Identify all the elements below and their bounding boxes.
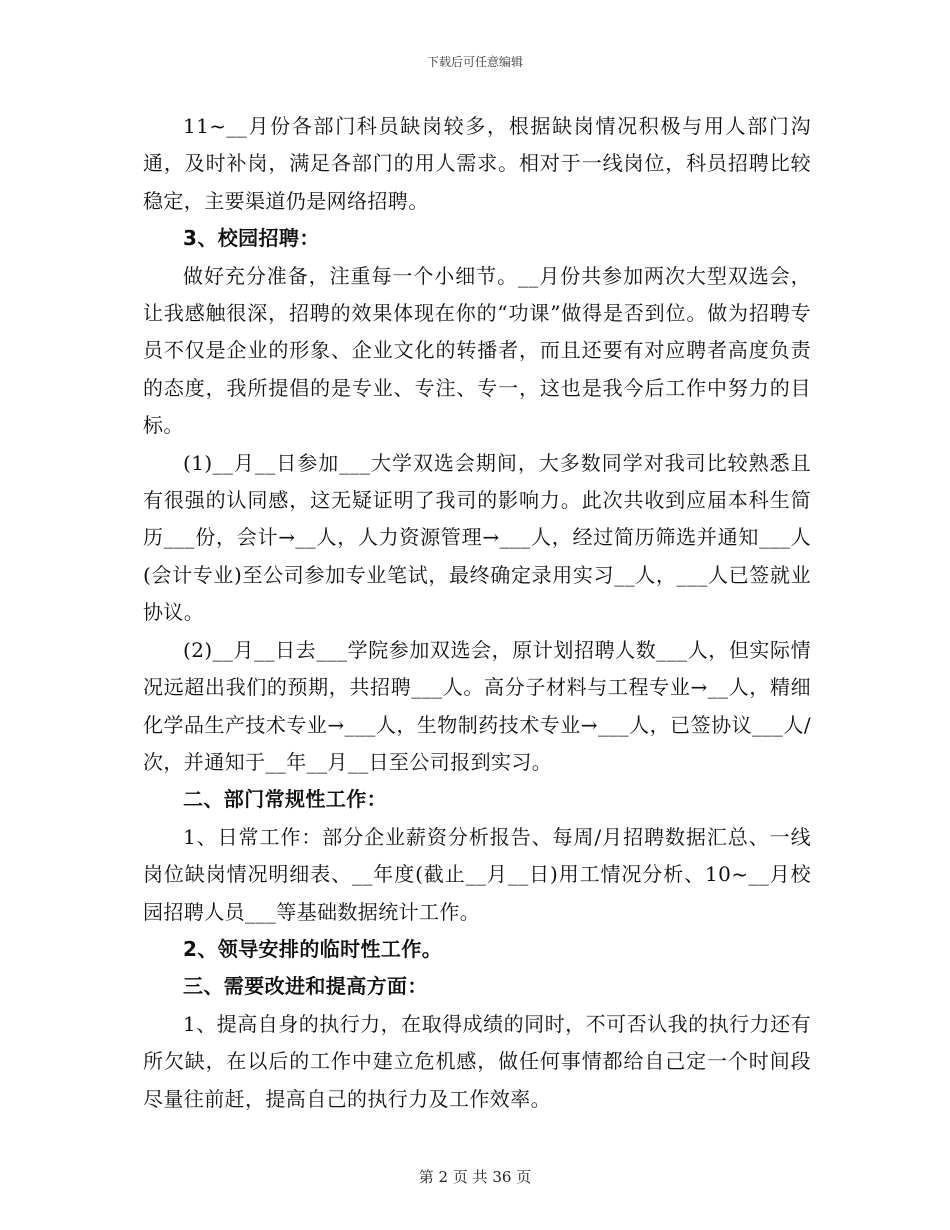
paragraph-campus-preparation: 做好充分准备，注重每一个小细节。__月份共参加两次大型双选会，让我感触很深，招聘的效果体现在你的“功课”做得是否到位。做为招聘专员不仅是企业的形象、企业文化的转播者，而且还要有对应聘者高度负责的态度，我所提倡的是专业、专注、专一，这也是我今后工作中努力的目标。 (143, 263, 811, 438)
paragraph-execution: 1、提高自身的执行力，在取得成绩的同时，不可否认我的执行力还有所欠缺，在以后的工作中建立危机感，做任何事情都给自己定一个时间段尽量往前赶，提高自己的执行力及工作效率。 (143, 1011, 811, 1111)
paragraph-staff-recruitment: 11~__月份各部门科员缺岗较多，根据缺岗情况积极与用人部门沟通，及时补岗，满足各部门的用人需求。相对于一线岗位，科员招聘比较稳定，主要渠道仍是网络招聘。 (143, 114, 811, 213)
paragraph-daily-work: 1、日常工作：部分企业薪资分析报告、每周/月招聘数据汇总、一线岗位缺岗情况明细表、__年度(截止__月__日)用工情况分析、10~__月校园招聘人员___等基础数据统计工作。 (143, 824, 811, 924)
page-header: 下载后可任意编辑 (426, 55, 523, 69)
paragraph-university-fair: (1)__月__日参加___大学双选会期间，大多数同学对我司比较熟悉且有很强的认同感，这无疑证明了我司的影响力。此次共收到应届本科生简历___份，会计→__人，人力资源管理→___人，经过简历筛选并通知___人(会计专业)至公司参加专业笔试，最终确定录用实习__人，___人已签就业协议。 (143, 450, 811, 625)
heading-improvements: 三、需要改进和提高方面： (183, 974, 428, 999)
heading-routine-work: 二、部门常规性工作： (183, 787, 387, 812)
heading-temporary-work: 2、领导安排的临时性工作。 (183, 936, 443, 961)
page-footer: 第 2 页 共 36 页 (418, 1168, 532, 1186)
document-body (143, 108, 811, 1118)
paragraph-college-fair: (2)__月__日去___学院参加双选会，原计划招聘人数___人，但实际情况远超出我们的预期，共招聘___人。高分子材料与工程专业→__人，精细化学品生产技术专业→___人，生物制药技术专业→___人，已签协议___人/次，并通知于__年__月__日至公司报到实习。 (143, 637, 811, 774)
heading-campus-recruitment: 3、校园招聘： (183, 226, 320, 251)
